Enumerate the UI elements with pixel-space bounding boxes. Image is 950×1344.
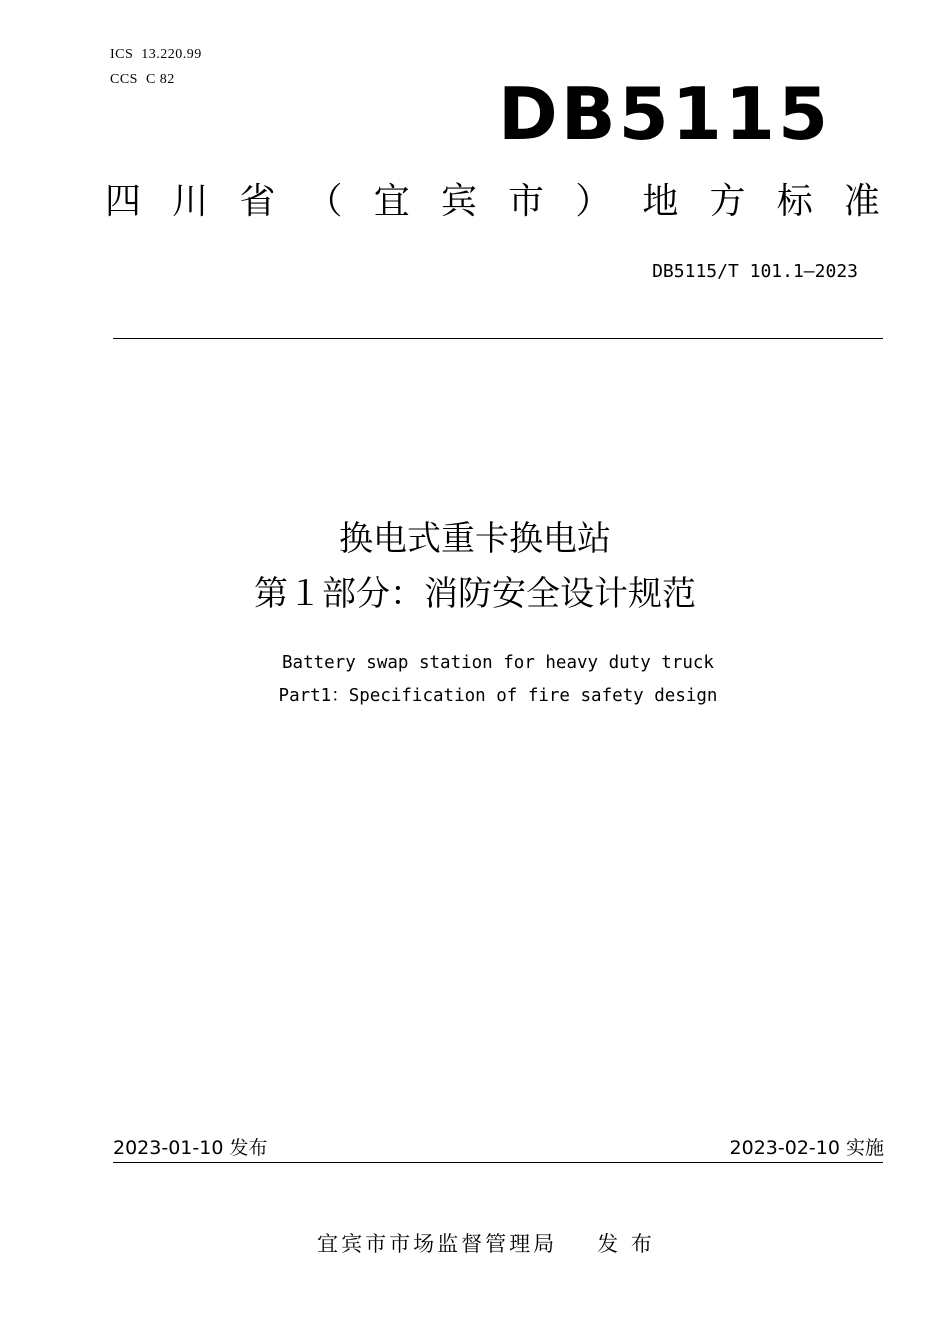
standard-type-char: 方 — [709, 181, 746, 222]
standard-type-char: 宾 — [440, 181, 477, 222]
bottom-divider — [113, 1162, 883, 1163]
standard-type-char: 川 — [172, 181, 209, 222]
standard-type-char: 宜 — [373, 181, 410, 222]
implementation-date: 2023-02-10 实施 — [729, 1137, 884, 1159]
standard-number: DB5115/T 101.1—2023 — [652, 261, 858, 282]
ics-code: ICS 13.220.99 — [110, 47, 202, 62]
english-title-line-2: Part1：Specification of fire safety design — [278, 686, 718, 706]
standard-type-char: 地 — [642, 181, 679, 222]
issuer-organization: 宜宾市市场监督管理局 — [317, 1232, 558, 1256]
title-line-2: 第１部分：消防安全设计规范 — [254, 574, 696, 614]
standard-type-char: 四 — [105, 181, 142, 222]
ccs-code: CCS C 82 — [110, 72, 175, 87]
english-title-line-1: Battery swap station for heavy duty truck — [282, 653, 714, 673]
standard-type-heading — [105, 181, 880, 222]
issuer-action: 发 布 — [597, 1232, 655, 1256]
standard-type-char: ） — [575, 181, 612, 222]
top-divider — [113, 338, 883, 339]
standard-code-logo: DB5115 — [498, 72, 832, 156]
standard-type-char: 准 — [843, 181, 880, 222]
standard-type-char: 标 — [776, 181, 813, 222]
standard-type-char: （ — [306, 181, 343, 222]
standard-type-char: 省 — [239, 181, 276, 222]
issuer-line — [0, 1228, 950, 1258]
standard-type-char: 市 — [508, 181, 545, 222]
issue-date: 2023-01-10 发布 — [113, 1137, 268, 1159]
title-line-1: 换电式重卡换电站 — [339, 519, 611, 559]
